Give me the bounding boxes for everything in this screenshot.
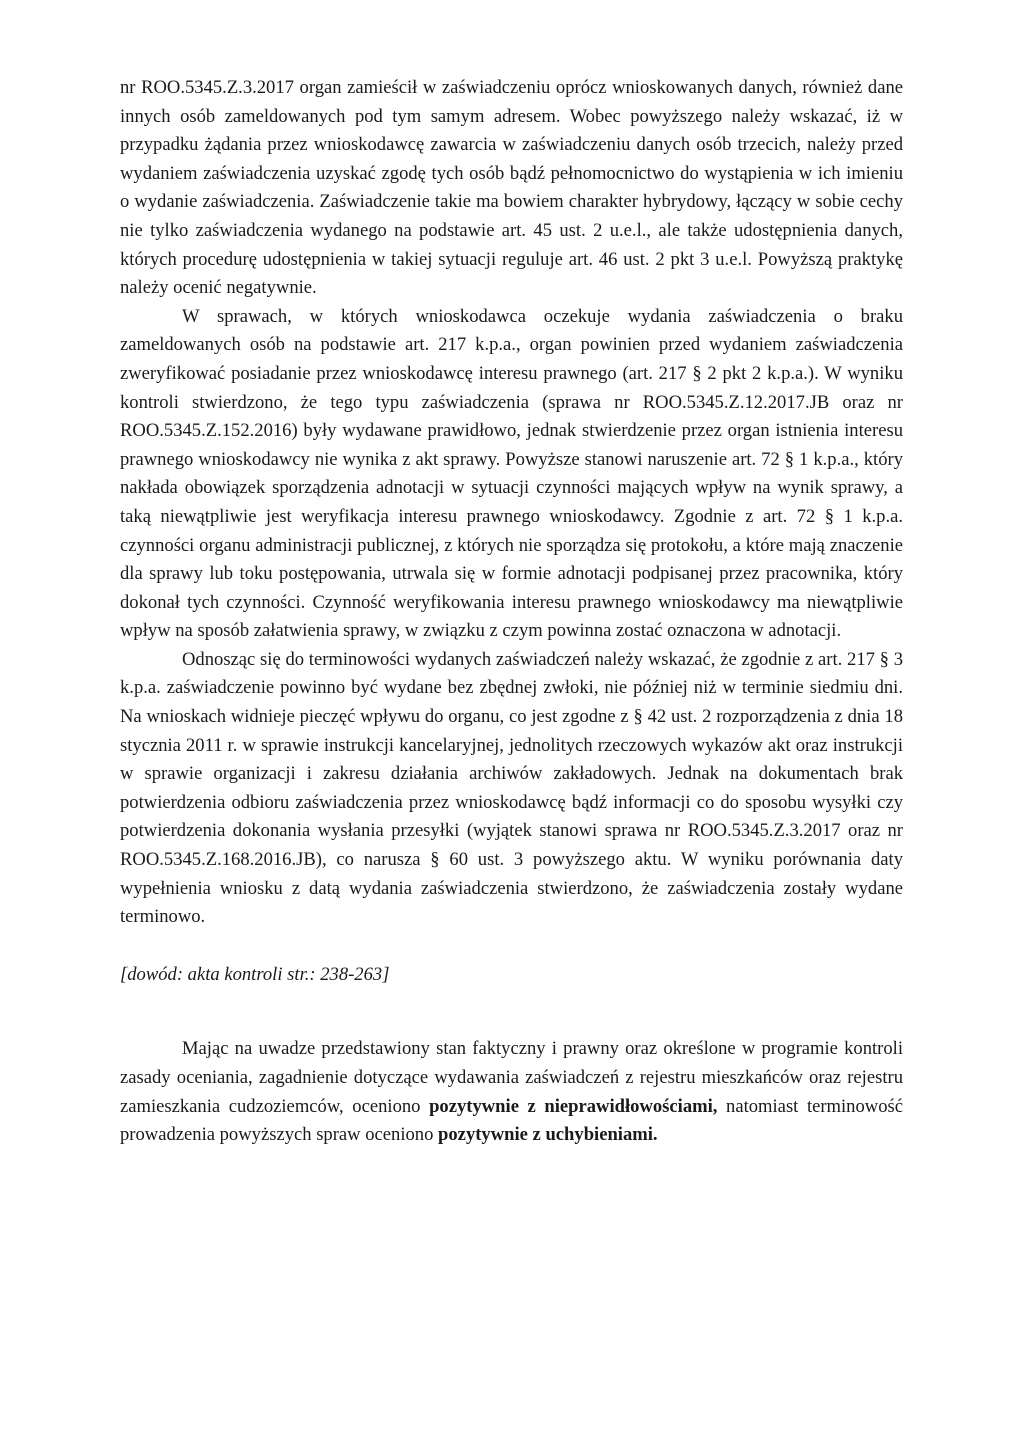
summary-rating-1: pozytywnie z nieprawidłowościami,: [429, 1095, 718, 1117]
paragraph-timeliness: Odnosząc się do terminowości wydanych zaświadczeń należy wskazać, że zgodnie z art. 217 § 3 k.p.a. zaświadczenie powinno być wydane bez zbędnej zwłoki, nie później niż w terminie siedmiu dni. Na wnioskach widnieje pieczęć wpływu do organu, co jest zgodne z § 42 ust. 2 rozporządzenia z dnia 18 stycznia 2011 r. w sprawie instrukcji kancelaryjnej, jednolitych rzeczowych wykazów akt oraz instrukcji w sprawie organizacji i zakresu działania archiwów zakładowych. Jednak na dokumentach brak potwierdzenia odbioru zaświadczenia przez wnioskodawcę bądź informacji co do sposobu wysyłki czy potwierdzenia dokonania wysłania przesyłki (wyjątek stanowi sprawa nr ROO.5345.Z.3.2017 oraz nr ROO.5345.Z.168.2016.JB), co narusza § 60 ust. 3 powyższego aktu. W wyniku porównania daty wypełnienia wniosku z datą wydania zaświadczenia stwierdzono, że zaświadczenia zostały wydane terminowo.: [120, 648, 903, 928]
summary-text-1: Mając na uwadze przedstawiony stan faktyczny i prawny oraz określone w programie kontroli zasady oceniania, zagadnienie dotyczące wydawania zaświadczeń z rejestru mieszkańców oraz rejestru zamieszkania cudzoziemców, oceniono: [120, 1038, 903, 1117]
summary-rating-2: pozytywnie z uchybieniami.: [438, 1124, 658, 1146]
paragraph-legal-interest: W sprawach, w których wnioskodawca oczekuje wydania zaświadczenia o braku zameldowanych osób na podstawie art. 217 k.p.a., organ powinien przed wydaniem zaświadczenia zweryfikować posiadanie przez wnioskodawcę interesu prawnego (art. 217 § 2 pkt 2 k.p.a.). W wyniku kontroli stwierdzono, że tego typu zaświadczenia (sprawa nr ROO.5345.Z.12.2017.JB oraz nr ROO.5345.Z.152.2016) były wydawane prawidłowo, jednak stwierdzenie przez organ istnienia interesu prawnego wnioskodawcy nie wynika z akt sprawy. Powyższe stanowi naruszenie art. 72 § 1 k.p.a., który nakłada obowiązek sporządzenia adnotacji w sytuacji czynności mających wpływ na wynik sprawy, a taką niewątpliwie jest weryfikacja interesu prawnego wnioskodawcy. Zgodnie z art. 72 § 1 k.p.a. czynności organu administracji publicznej, z których nie sporządza się protokołu, a które mają znaczenie dla sprawy lub toku postępowania, utrwala się w formie adnotacji podpisanej przez pracownika, który dokonał tych czynności. Czynność weryfikowania interesu prawnego wnioskodawcy ma niewątpliwie wpływ na sposób załatwienia sprawy, w związku z czym powinna zostać oznaczona w adnotacji.: [120, 305, 903, 642]
evidence-reference: [dowód: akta kontroli str.: 238-263]: [120, 963, 390, 985]
summary-text-2: natomiast terminowość prowadzenia powyższych spraw oceniono: [120, 1095, 903, 1146]
summary-paragraph: [120, 1035, 903, 1149]
paragraph-continuation: nr ROO.5345.Z.3.2017 organ zamieścił w zaświadczeniu oprócz wnioskowanych danych, również dane innych osób zameldowanych pod tym samym adresem. Wobec powyższego należy wskazać, iż w przypadku żądania przez wnioskodawcę zawarcia w zaświadczeniu danych osób trzecich, należy przed wydaniem zaświadczenia uzyskać zgodę tych osób bądź pełnomocnictwo do wystąpienia w ich imieniu o wydanie zaświadczenia. Zaświadczenie takie ma bowiem charakter hybrydowy, łączący w sobie cechy nie tylko zaświadczenia wydanego na podstawie art. 45 ust. 2 u.e.l., ale także udostępnienia danych, których procedurę udostępnienia w takiej sytuacji reguluje art. 46 ust. 2 pkt 3 u.e.l. Powyższą praktykę należy ocenić negatywnie.: [120, 77, 903, 299]
document-page: [120, 74, 903, 1150]
